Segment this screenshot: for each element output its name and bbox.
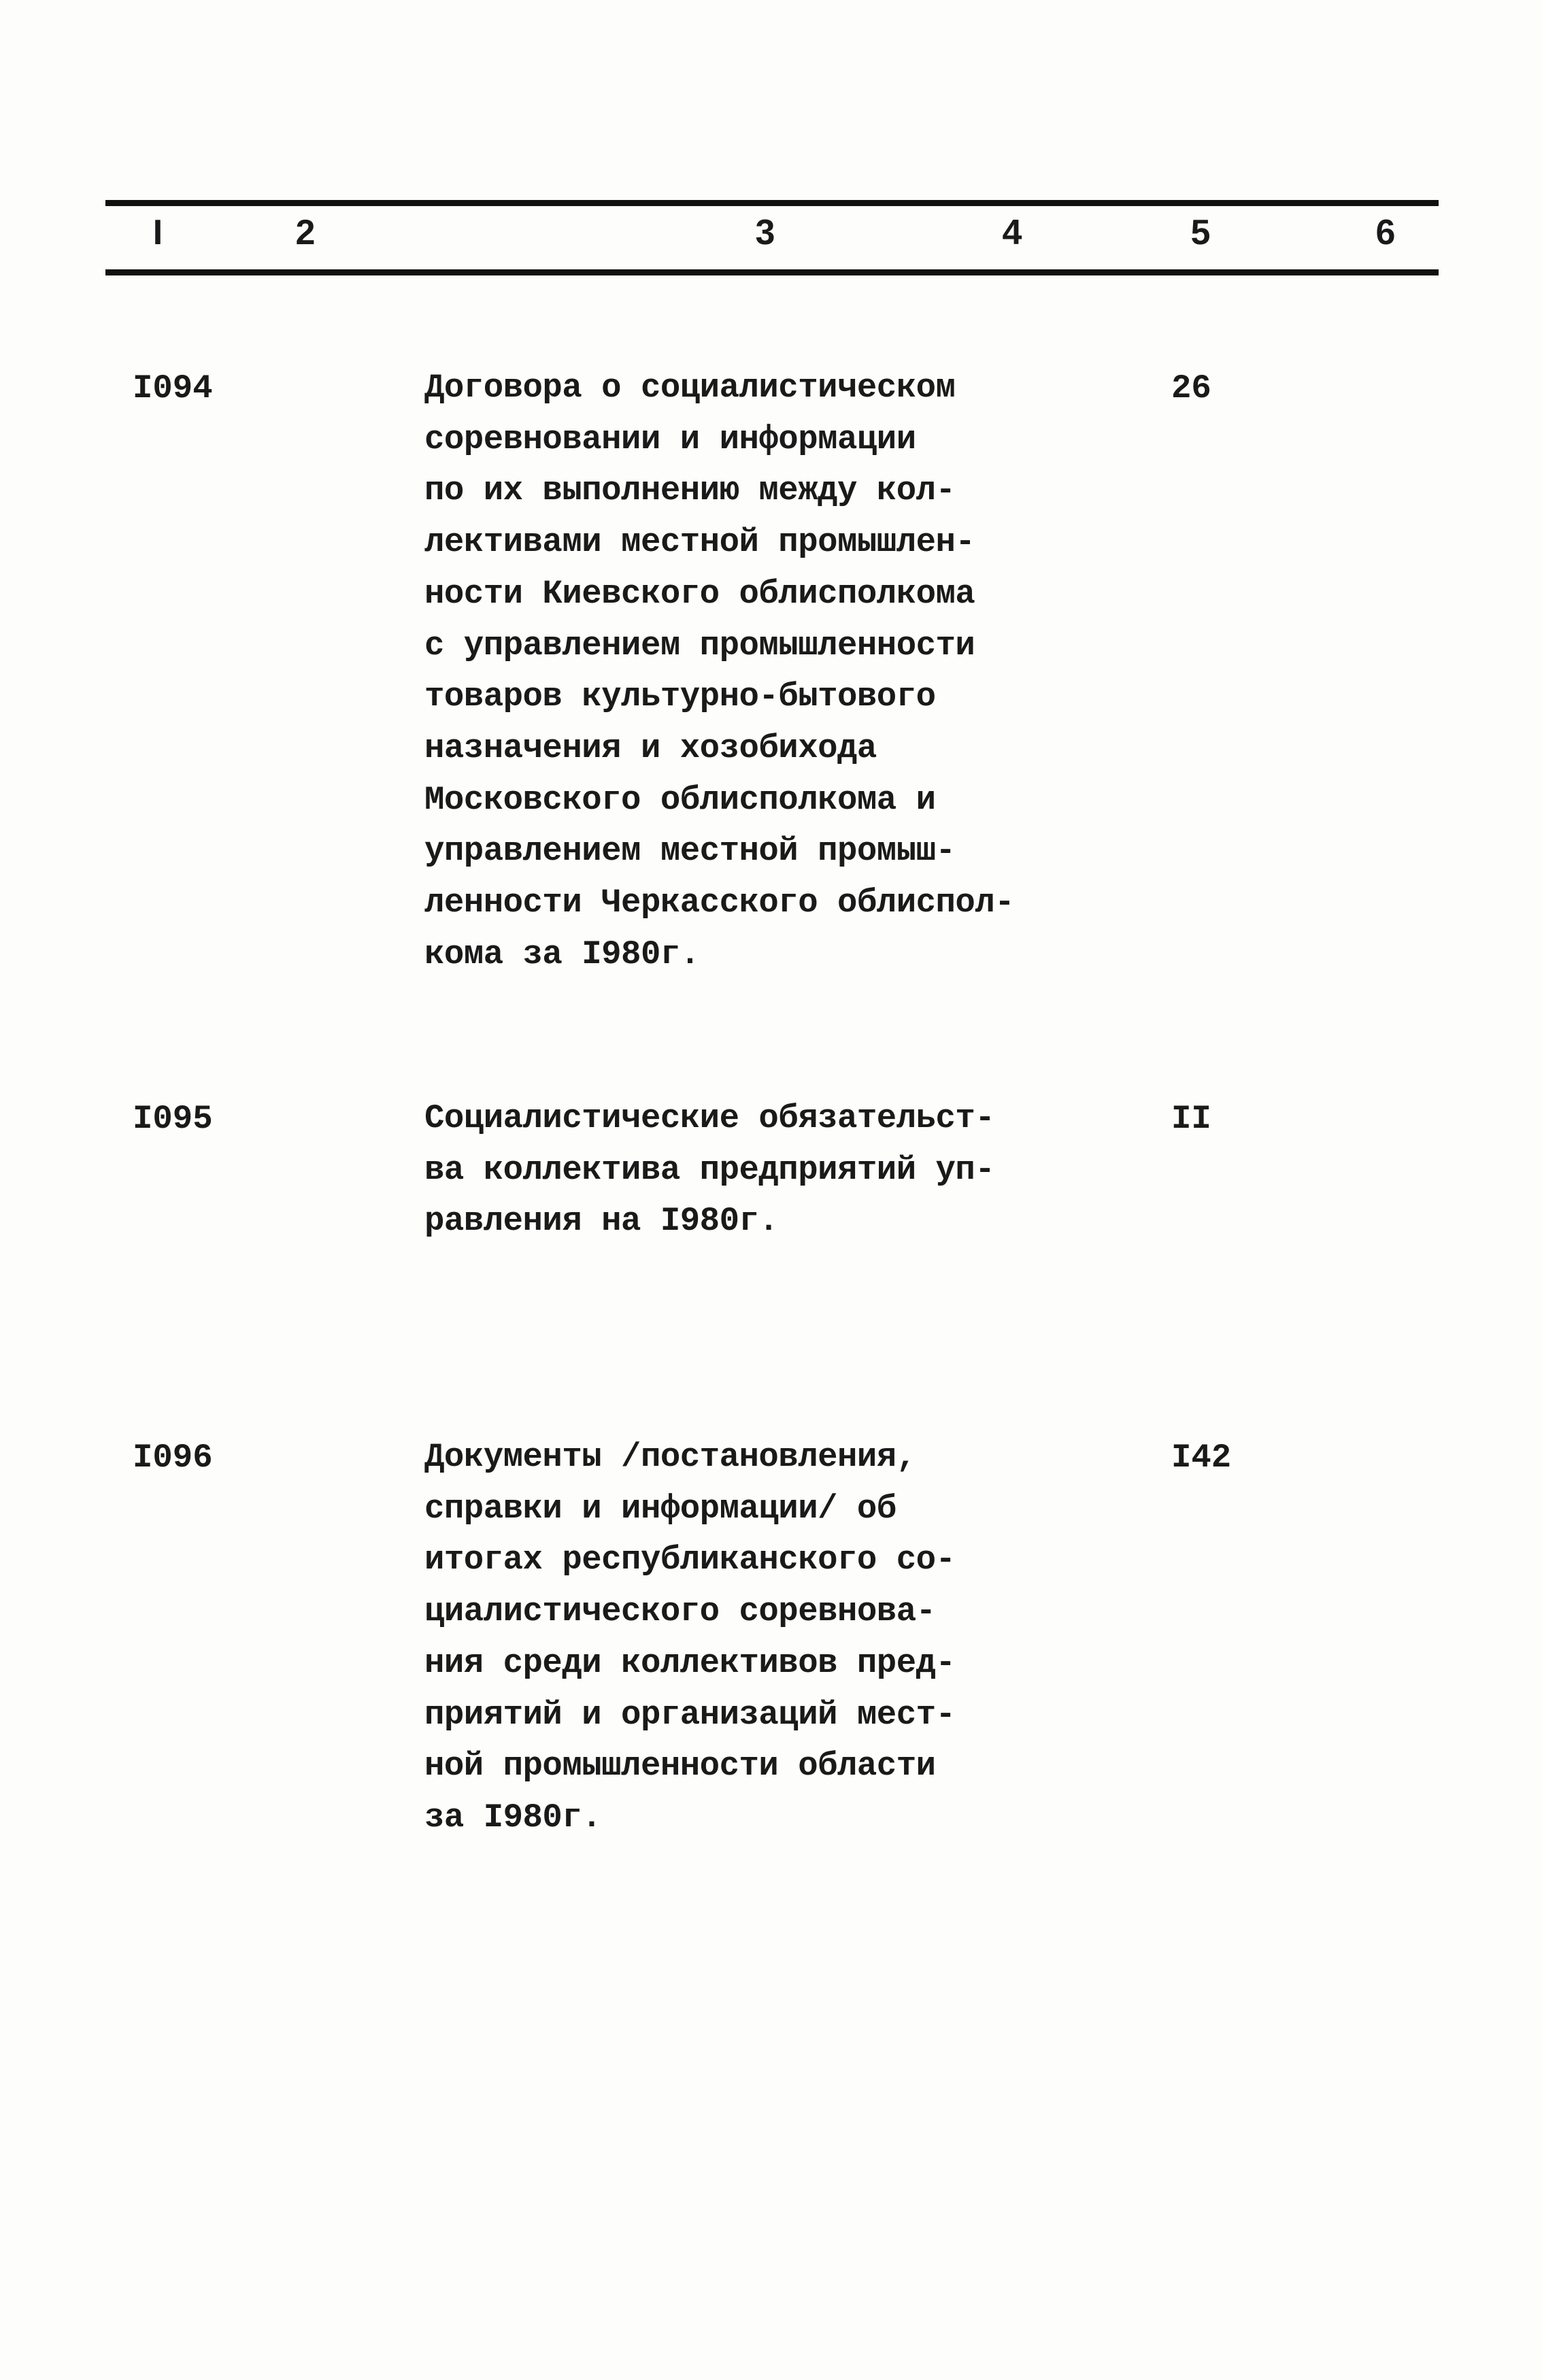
entry-title-line: приятий и организаций мест- bbox=[424, 1695, 956, 1734]
entry-title-line: ленности Черкасского облиспол- bbox=[424, 884, 1015, 922]
entry-title-line: соревновании и информации bbox=[424, 420, 916, 458]
entry-title-line: справки и информации/ об bbox=[424, 1489, 896, 1528]
entry-title-line: назначения и хозобихода bbox=[424, 728, 877, 767]
entry-title-line: ния среди коллективов пред- bbox=[424, 1643, 956, 1682]
column-header-5: 5 bbox=[1190, 213, 1211, 252]
entry-title-line: управлением местной промыш- bbox=[424, 832, 956, 871]
entry-sheet-count: 26 bbox=[1171, 369, 1211, 407]
entry-title-line: ва коллектива предприятий уп- bbox=[424, 1150, 995, 1189]
entry-title-line: Социалистические обязательст- bbox=[424, 1099, 995, 1137]
entry-number: I095 bbox=[133, 1100, 213, 1138]
entry-title-line: Договора о социалистическом bbox=[424, 369, 956, 407]
column-header-4: 4 bbox=[1002, 213, 1022, 252]
entry-title bbox=[424, 1093, 994, 1247]
entry-title-line: по их выполнению между кол- bbox=[424, 471, 956, 510]
column-header-1: I bbox=[152, 213, 163, 252]
entry-title-line: циалистического соревнова- bbox=[424, 1592, 936, 1631]
entry-title-line: Московского облисполкома и bbox=[424, 780, 936, 819]
entry-title-line: за I980г. bbox=[424, 1798, 602, 1837]
header-top-rule bbox=[105, 200, 1439, 206]
entry-title-line: итогах республиканского со- bbox=[424, 1541, 956, 1579]
entry-title-line: Документы /постановления, bbox=[424, 1438, 916, 1476]
entry-number: I094 bbox=[133, 369, 213, 407]
column-header-3: 3 bbox=[755, 213, 775, 252]
entry-title bbox=[424, 1432, 955, 1844]
entry-title-line: лективами местной промышлен- bbox=[424, 523, 975, 562]
entry-title bbox=[424, 363, 1014, 980]
entry-sheet-count: II bbox=[1171, 1100, 1211, 1138]
entry-sheet-count: I42 bbox=[1171, 1439, 1232, 1477]
entry-title-line: товаров культурно-бытового bbox=[424, 677, 936, 716]
entry-title-line: кома за I980г. bbox=[424, 935, 700, 973]
entry-title-line: ности Киевского облисполкома bbox=[424, 574, 975, 613]
header-bottom-rule bbox=[105, 269, 1439, 275]
entry-title-line: ной промышленности области bbox=[424, 1747, 936, 1786]
column-header-6: 6 bbox=[1375, 213, 1396, 252]
column-header-2: 2 bbox=[295, 213, 316, 252]
entry-title-line: с управлением промышленности bbox=[424, 626, 975, 665]
entry-number: I096 bbox=[133, 1439, 213, 1477]
entry-title-line: равления на I980г. bbox=[424, 1202, 779, 1241]
